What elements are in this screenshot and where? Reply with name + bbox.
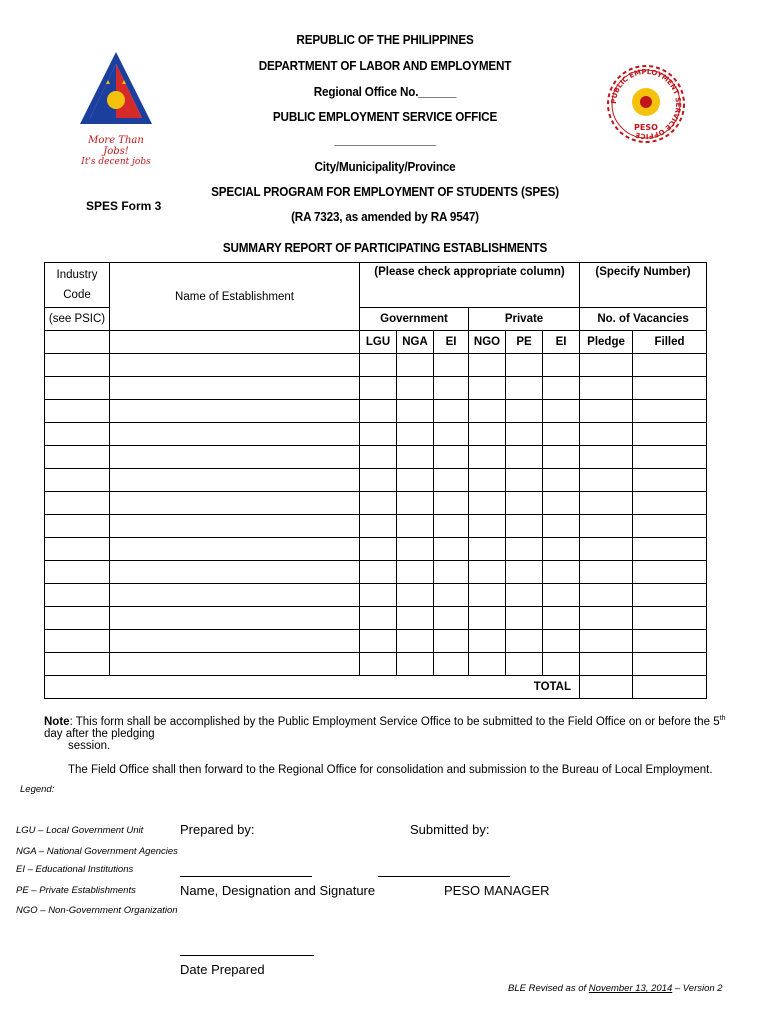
- table-cell[interactable]: [469, 423, 506, 446]
- table-cell[interactable]: [110, 400, 360, 423]
- footer-prefix: BLE Revised as of: [508, 983, 589, 994]
- table-cell[interactable]: [45, 584, 110, 607]
- table-cell[interactable]: [633, 377, 707, 400]
- table-cell[interactable]: [434, 653, 469, 676]
- legend-title: Legend:: [20, 784, 55, 795]
- table-row: [45, 354, 707, 377]
- table-cell[interactable]: [110, 607, 360, 630]
- header-city: City/Municipality/Province: [314, 159, 456, 174]
- table-cell[interactable]: [360, 446, 397, 469]
- table-cell[interactable]: [633, 446, 707, 469]
- table-cell[interactable]: [434, 377, 469, 400]
- specify-number-header: [580, 263, 707, 308]
- peso-label: PESO: [634, 123, 658, 132]
- table-cell[interactable]: [434, 492, 469, 515]
- prepared-by-label: Prepared by:: [180, 822, 255, 837]
- psic-label-cell: [45, 308, 110, 331]
- table-cell[interactable]: [580, 630, 633, 653]
- table-cell[interactable]: [580, 492, 633, 515]
- table-cell[interactable]: [434, 400, 469, 423]
- table-cell[interactable]: [543, 469, 580, 492]
- sub-lgu: LGU: [360, 331, 397, 354]
- table-cell[interactable]: [434, 469, 469, 492]
- table-cell[interactable]: [633, 492, 707, 515]
- table-cell[interactable]: [360, 354, 397, 377]
- table-row: [45, 584, 707, 607]
- table-cell[interactable]: [397, 538, 434, 561]
- table-cell[interactable]: [469, 446, 506, 469]
- table-cell[interactable]: [360, 400, 397, 423]
- table-cell[interactable]: [506, 377, 543, 400]
- table-cell[interactable]: [506, 423, 543, 446]
- table-row: [45, 377, 707, 400]
- table-cell[interactable]: [543, 630, 580, 653]
- note-label: Note: [44, 715, 70, 728]
- table-cell[interactable]: [543, 423, 580, 446]
- table-cell[interactable]: [397, 400, 434, 423]
- table-cell[interactable]: [543, 561, 580, 584]
- total-label: TOTAL: [533, 681, 572, 693]
- table-cell[interactable]: [434, 607, 469, 630]
- table-cell[interactable]: [434, 354, 469, 377]
- date-prepared-label: Date Prepared: [180, 962, 265, 977]
- table-cell[interactable]: [469, 607, 506, 630]
- industry-label: Industry: [56, 269, 98, 281]
- check-column-header: [360, 263, 580, 308]
- table-cell[interactable]: [543, 515, 580, 538]
- table-cell[interactable]: [580, 354, 633, 377]
- header-program: SPECIAL PROGRAM FOR EMPLOYMENT OF STUDENTS (SPES): [211, 184, 559, 199]
- table-cell[interactable]: [434, 561, 469, 584]
- table-cell[interactable]: [434, 630, 469, 653]
- sub-filled: Filled: [633, 331, 707, 354]
- table-cell[interactable]: [506, 538, 543, 561]
- table-cell[interactable]: [397, 377, 434, 400]
- table-cell[interactable]: [506, 653, 543, 676]
- note-text-2: day after the pledging: [44, 727, 155, 740]
- table-cell[interactable]: [360, 630, 397, 653]
- submitted-by-label: Submitted by:: [410, 822, 490, 837]
- sub-ei-private: EI: [543, 331, 580, 354]
- header-peso: PUBLIC EMPLOYMENT SERVICE OFFICE: [272, 109, 498, 124]
- table-cell[interactable]: [110, 492, 360, 515]
- table-cell[interactable]: [360, 607, 397, 630]
- table-cell[interactable]: [506, 354, 543, 377]
- vacancies-header: No. of Vacancies: [580, 308, 707, 331]
- table-cell[interactable]: [633, 400, 707, 423]
- table-cell[interactable]: [506, 469, 543, 492]
- table-cell[interactable]: [543, 377, 580, 400]
- dole-slogan-2: It's decent jobs: [81, 157, 151, 167]
- sub-ei-gov: EI: [434, 331, 469, 354]
- table-cell[interactable]: [469, 400, 506, 423]
- col-industry-code: [45, 263, 110, 308]
- table-cell[interactable]: [580, 423, 633, 446]
- table-cell[interactable]: [45, 515, 110, 538]
- prepared-signature-line[interactable]: [180, 876, 312, 877]
- report-title: SUMMARY REPORT OF PARTICIPATING ESTABLISHMENTS: [222, 240, 548, 255]
- table-cell[interactable]: [360, 538, 397, 561]
- table-cell[interactable]: [506, 630, 543, 653]
- table-cell[interactable]: [45, 469, 110, 492]
- table-cell[interactable]: [469, 561, 506, 584]
- note-paragraph: [44, 715, 744, 740]
- private-header: Private: [469, 308, 580, 331]
- dole-slogan-1: More Than Jobs!: [88, 135, 144, 157]
- table-cell[interactable]: [543, 400, 580, 423]
- table-cell[interactable]: [580, 377, 633, 400]
- table-cell[interactable]: [45, 446, 110, 469]
- table-cell[interactable]: [469, 492, 506, 515]
- legend-item: PE – Private Establishments: [16, 885, 136, 896]
- table-cell[interactable]: [469, 653, 506, 676]
- table-cell[interactable]: [543, 653, 580, 676]
- table-cell[interactable]: [434, 584, 469, 607]
- table-cell[interactable]: [580, 607, 633, 630]
- table-cell[interactable]: [469, 354, 506, 377]
- table-cell[interactable]: [633, 515, 707, 538]
- table-cell[interactable]: [45, 400, 110, 423]
- table-cell[interactable]: [580, 561, 633, 584]
- note-session: session.: [68, 740, 111, 752]
- table-cell[interactable]: [543, 584, 580, 607]
- table-cell[interactable]: [469, 469, 506, 492]
- table-cell[interactable]: [45, 423, 110, 446]
- table-cell[interactable]: [469, 538, 506, 561]
- table-row: [45, 515, 707, 538]
- table-cell[interactable]: [45, 354, 110, 377]
- table-row: [45, 607, 707, 630]
- name-label: Name of Establishment: [175, 290, 294, 303]
- table-cell[interactable]: [633, 538, 707, 561]
- table-cell[interactable]: [45, 561, 110, 584]
- peso-ring-text: PUBLIC EMPLOYMENT SERVICE OFFICE: [609, 67, 683, 141]
- header-blank-line: ________________: [334, 132, 436, 147]
- name-designation-label: Name, Designation and Signature: [180, 883, 376, 898]
- table-cell[interactable]: [506, 400, 543, 423]
- header-cell-blank: [45, 331, 110, 354]
- table-cell[interactable]: [506, 607, 543, 630]
- legend-item: LGU – Local Government Unit: [16, 825, 144, 836]
- table-cell[interactable]: [110, 630, 360, 653]
- table-cell[interactable]: [506, 515, 543, 538]
- table-cell[interactable]: [434, 446, 469, 469]
- revision-footer: [508, 983, 723, 994]
- table-cell[interactable]: [45, 607, 110, 630]
- table-cell[interactable]: [506, 584, 543, 607]
- table-row: [45, 423, 707, 446]
- table-cell[interactable]: [110, 561, 360, 584]
- note-sup: th: [719, 715, 726, 722]
- sub-ngo: NGO: [469, 331, 506, 354]
- table-cell[interactable]: [543, 538, 580, 561]
- col-name-of-establishment: [110, 263, 360, 331]
- table-cell[interactable]: [110, 584, 360, 607]
- table-cell[interactable]: [434, 538, 469, 561]
- table-cell[interactable]: [397, 423, 434, 446]
- table-row: [45, 469, 707, 492]
- table-cell[interactable]: [543, 492, 580, 515]
- table-cell[interactable]: [633, 561, 707, 584]
- table-cell[interactable]: [633, 423, 707, 446]
- header-cell-blank: [110, 331, 360, 354]
- table-cell[interactable]: [110, 446, 360, 469]
- sub-pe: PE: [506, 331, 543, 354]
- total-pledge-cell[interactable]: [580, 676, 633, 699]
- table-cell[interactable]: [110, 469, 360, 492]
- table-cell[interactable]: [397, 630, 434, 653]
- table-cell[interactable]: [633, 630, 707, 653]
- table-cell[interactable]: [543, 607, 580, 630]
- table-cell[interactable]: [580, 538, 633, 561]
- table-row: [45, 492, 707, 515]
- table-cell[interactable]: [397, 469, 434, 492]
- table-cell[interactable]: [360, 653, 397, 676]
- legend-item: NGO – Non-Government Organization: [16, 905, 178, 916]
- psic-label: (see PSIC): [48, 313, 106, 325]
- table-cell[interactable]: [360, 584, 397, 607]
- table-cell[interactable]: [633, 653, 707, 676]
- sub-nga: NGA: [397, 331, 434, 354]
- table-cell[interactable]: [469, 515, 506, 538]
- sub-pledge: Pledge: [580, 331, 633, 354]
- table-cell[interactable]: [110, 515, 360, 538]
- table-cell[interactable]: [434, 515, 469, 538]
- total-filled-cell[interactable]: [633, 676, 707, 699]
- table-cell[interactable]: [45, 538, 110, 561]
- header-regional-office: Regional Office No.______: [313, 84, 457, 99]
- table-cell[interactable]: [580, 653, 633, 676]
- table-cell[interactable]: [469, 584, 506, 607]
- note-text-1: : This form shall be accomplished by the Public Employment Service Office to be submitted to the Field Office on or before the 5: [69, 715, 720, 728]
- legend-item: EI – Educational Institutions: [16, 864, 134, 875]
- table-cell[interactable]: [633, 607, 707, 630]
- table-cell[interactable]: [45, 653, 110, 676]
- check-column-label: (Please check appropriate column): [374, 266, 565, 278]
- peso-manager-label: PESO MANAGER: [444, 883, 550, 898]
- table-cell[interactable]: [110, 538, 360, 561]
- header-department: DEPARTMENT OF LABOR AND EMPLOYMENT: [258, 58, 512, 73]
- table-cell[interactable]: [469, 630, 506, 653]
- table-cell[interactable]: [110, 377, 360, 400]
- table-cell[interactable]: [580, 515, 633, 538]
- table-cell[interactable]: [633, 584, 707, 607]
- table-cell[interactable]: [580, 400, 633, 423]
- form-number: SPES Form 3: [86, 199, 162, 213]
- table-cell[interactable]: [397, 653, 434, 676]
- table-cell[interactable]: [110, 354, 360, 377]
- header-ra: (RA 7323, as amended by RA 9547): [291, 209, 479, 224]
- total-label-cell: [45, 676, 580, 699]
- table-cell[interactable]: [45, 377, 110, 400]
- table-cell[interactable]: [360, 423, 397, 446]
- table-cell[interactable]: [397, 354, 434, 377]
- table-cell[interactable]: [580, 446, 633, 469]
- specify-number-label: (Specify Number): [595, 266, 691, 278]
- table-cell[interactable]: [469, 377, 506, 400]
- table-cell[interactable]: [543, 446, 580, 469]
- table-cell[interactable]: [110, 653, 360, 676]
- table-row: [45, 446, 707, 469]
- table-cell[interactable]: [397, 492, 434, 515]
- table-cell[interactable]: [360, 561, 397, 584]
- table-cell[interactable]: [543, 354, 580, 377]
- table-cell[interactable]: [506, 492, 543, 515]
- manager-signature-line[interactable]: [378, 876, 510, 877]
- date-line[interactable]: [180, 955, 314, 956]
- government-header: Government: [360, 308, 469, 331]
- table-row: [45, 653, 707, 676]
- table-row: [45, 561, 707, 584]
- table-cell[interactable]: [580, 584, 633, 607]
- table-cell[interactable]: [360, 469, 397, 492]
- table-cell[interactable]: [110, 423, 360, 446]
- table-cell[interactable]: [45, 492, 110, 515]
- table-cell[interactable]: [397, 446, 434, 469]
- table-cell[interactable]: [397, 607, 434, 630]
- table-cell[interactable]: [506, 446, 543, 469]
- table-cell[interactable]: [360, 515, 397, 538]
- legend-item: NGA – National Government Agencies: [16, 846, 178, 857]
- table-cell[interactable]: [360, 377, 397, 400]
- table-cell[interactable]: [45, 630, 110, 653]
- table-row: [45, 630, 707, 653]
- table-row: [45, 400, 707, 423]
- table-cell[interactable]: [434, 423, 469, 446]
- establishments-table: [44, 262, 707, 699]
- header-republic: REPUBLIC OF THE PHILIPPINES: [296, 32, 474, 47]
- table-cell[interactable]: [633, 469, 707, 492]
- table-cell[interactable]: [506, 561, 543, 584]
- table-cell[interactable]: [360, 492, 397, 515]
- note-forward: The Field Office shall then forward to the Regional Office for consolidation and submission to the Bureau of Local Employment.: [68, 764, 713, 776]
- footer-date: November 13, 2014: [588, 983, 673, 994]
- table-row: [45, 538, 707, 561]
- table-cell[interactable]: [397, 584, 434, 607]
- footer-suffix: – Version 2: [672, 983, 723, 994]
- table-cell[interactable]: [633, 354, 707, 377]
- table-cell[interactable]: [397, 515, 434, 538]
- table-cell[interactable]: [397, 561, 434, 584]
- code-label: Code: [63, 289, 91, 301]
- table-cell[interactable]: [580, 469, 633, 492]
